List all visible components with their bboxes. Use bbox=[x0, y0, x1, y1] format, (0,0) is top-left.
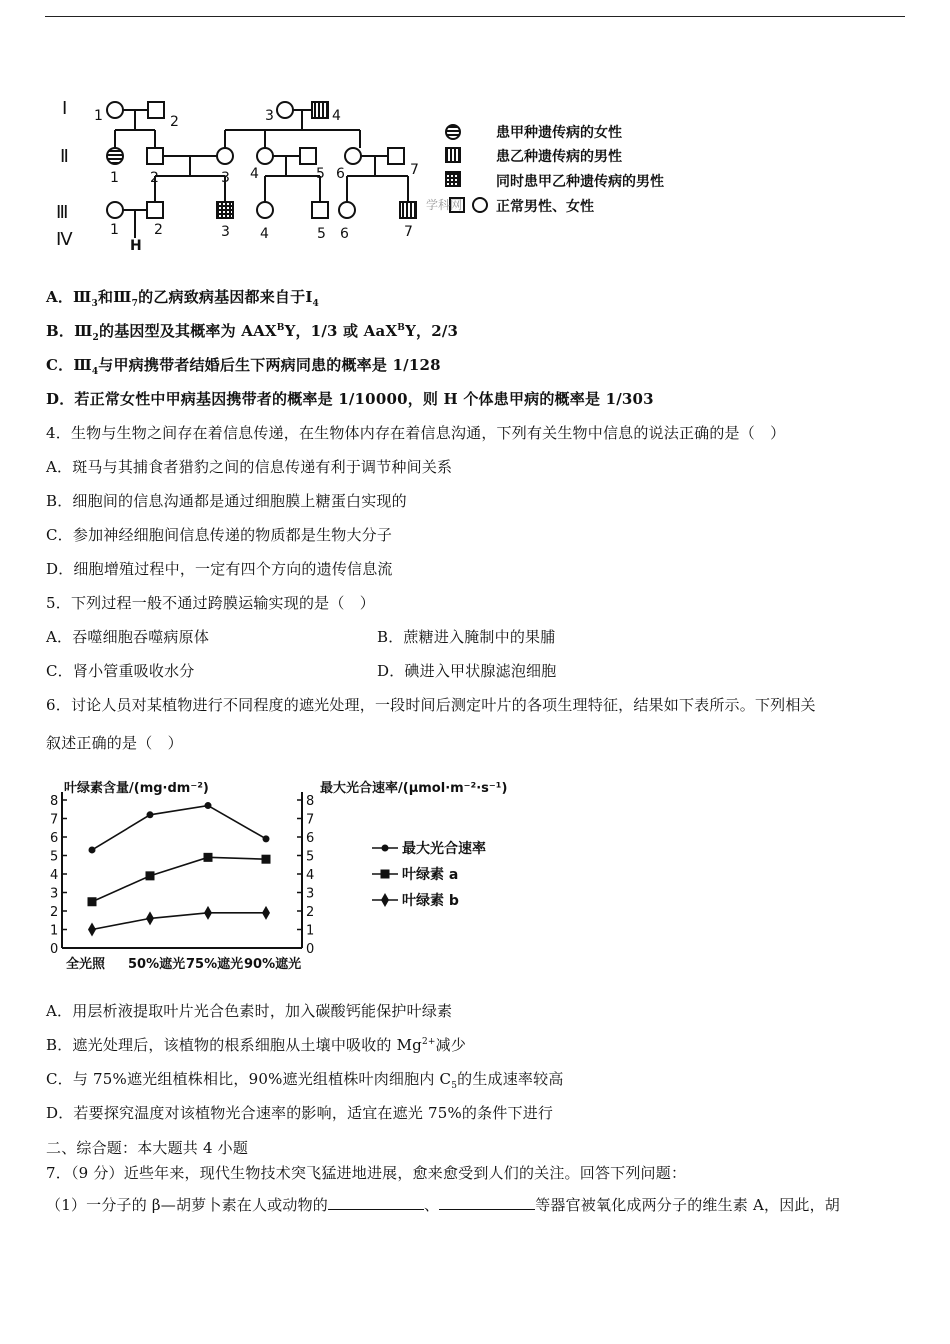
q3-option-a: A．$Ⅲ_3$和$Ⅲ_7$的乙病致病基因都来自于$Ⅰ_4$ bbox=[46, 288, 320, 309]
individual-label: 3 bbox=[221, 170, 230, 186]
legend-label: 最大光合速率 bbox=[402, 841, 486, 857]
individual-label: 2 bbox=[154, 222, 163, 238]
legend-text: 正常男性、女性 bbox=[496, 199, 594, 215]
generation-label: Ⅲ bbox=[56, 202, 69, 223]
individual-label: 1 bbox=[94, 108, 103, 124]
q5-option-c: C．肾小管重吸收水分 bbox=[46, 662, 195, 680]
individual-label: 3 bbox=[221, 224, 230, 240]
legend-marker bbox=[382, 845, 389, 852]
series-line bbox=[92, 913, 266, 930]
legend-text: 患乙种遗传病的男性 bbox=[496, 149, 622, 165]
series-line bbox=[92, 857, 266, 901]
q6-option-a: A．用层析液提取叶片光合色素时，加入碳酸钙能保护叶绿素 bbox=[46, 1002, 453, 1020]
individual-label: 5 bbox=[316, 166, 325, 182]
watermark: 学科网 bbox=[426, 198, 463, 212]
individual-label: 7 bbox=[410, 162, 419, 178]
generation-label: Ⅰ bbox=[62, 98, 68, 119]
individual-label-h: H bbox=[130, 238, 142, 254]
x-tick-label: 75%遮光 bbox=[186, 957, 244, 972]
individual-label: 1 bbox=[110, 222, 119, 238]
y-axis-title-right: 最大光合速率/(μmol·m⁻²·s⁻¹) bbox=[320, 781, 508, 796]
individual-label: 3 bbox=[265, 108, 274, 124]
header-rule bbox=[45, 16, 905, 17]
individual-label: 6 bbox=[336, 166, 345, 182]
answer-blank[interactable] bbox=[328, 1197, 424, 1210]
empty-circle-icon bbox=[473, 198, 487, 212]
answer-blank[interactable] bbox=[439, 1197, 535, 1210]
q4-option-c: C．参加神经细胞间信息传递的物质都是生物大分子 bbox=[46, 526, 393, 544]
y-tick-label-right: 7 bbox=[306, 812, 315, 828]
q6-stem-line2: 叙述正确的是（ ） bbox=[46, 734, 183, 752]
y-tick-label-right: 5 bbox=[306, 849, 315, 865]
q5-stem: 5．下列过程一般不通过跨膜运输实现的是（ ） bbox=[46, 594, 375, 612]
q4-option-d: D．细胞增殖过程中，一定有四个方向的遗传信息流 bbox=[46, 560, 393, 578]
generation-label: Ⅱ bbox=[60, 146, 69, 167]
y-axis-title-left: 叶绿素含量/(mg·dm⁻²) bbox=[64, 781, 209, 796]
y-tick-label-right: 8 bbox=[306, 794, 315, 809]
y-tick-label-right: 1 bbox=[306, 923, 315, 939]
q5-option-d: D．碘进入甲状腺滤泡细胞 bbox=[377, 662, 557, 680]
y-tick-label-left: 6 bbox=[50, 831, 59, 846]
data-point bbox=[146, 911, 154, 925]
legend-text: 患甲种遗传病的女性 bbox=[496, 125, 622, 141]
y-tick-label-left: 7 bbox=[50, 812, 59, 828]
pedigree-diagram bbox=[50, 90, 730, 260]
data-point bbox=[262, 906, 270, 920]
legend-marker bbox=[381, 893, 389, 907]
data-point bbox=[88, 897, 97, 906]
q7-part1: （1）一分子的 β—胡萝卜素在人或动物的 、 等器官被氧化成两分子的维生素 A，因此，胡 bbox=[46, 1196, 841, 1214]
individual-label: 2 bbox=[170, 114, 179, 130]
y-tick-label-right: 3 bbox=[306, 886, 315, 902]
y-tick-label-left: 1 bbox=[50, 923, 59, 939]
grid-square-icon bbox=[446, 172, 460, 186]
individual-label: 7 bbox=[404, 224, 413, 240]
x-tick-label: 全光照 bbox=[66, 957, 106, 972]
y-tick-label-right: 4 bbox=[306, 868, 315, 883]
y-tick-label-left: 2 bbox=[50, 905, 59, 920]
section-heading: 二、综合题：本大题共 4 小题 bbox=[46, 1139, 249, 1157]
y-tick-label-left: 5 bbox=[50, 849, 59, 865]
y-tick-label-right: 0 bbox=[306, 942, 315, 957]
q3-option-c: C．$Ⅲ_4$与甲病携带者结婚后生下两病同患的概率是 1/128 bbox=[46, 356, 441, 377]
individual-label: 2 bbox=[150, 170, 159, 186]
legend-label: 叶绿素 b bbox=[402, 893, 459, 909]
y-tick-label-left: 4 bbox=[50, 868, 59, 883]
legend-marker bbox=[381, 870, 390, 879]
y-tick-label-left: 0 bbox=[50, 942, 59, 957]
data-point bbox=[204, 906, 212, 920]
shading-chart bbox=[40, 778, 560, 978]
individual-label: 6 bbox=[340, 226, 349, 242]
x-tick-label: 90%遮光 bbox=[244, 957, 302, 972]
data-point bbox=[147, 811, 154, 818]
data-point bbox=[146, 871, 155, 880]
q6-stem-line1: 6．讨论人员对某植物进行不同程度的遮光处理，一段时间后测定叶片的各项生理特征，结果如下表所示。下列相关 bbox=[46, 696, 816, 714]
x-tick-label: 50%遮光 bbox=[128, 957, 186, 972]
individual-label: 4 bbox=[250, 166, 259, 182]
y-tick-label-left: 8 bbox=[50, 794, 59, 809]
data-point bbox=[262, 855, 271, 864]
individual-label: 1 bbox=[110, 170, 119, 186]
q5-option-b: B．蔗糖进入腌制中的果脯 bbox=[377, 628, 556, 646]
individual-label: 5 bbox=[317, 226, 326, 242]
q3-option-d: D．若正常女性中甲病基因携带者的概率是 1/10000，则 H 个体患甲病的概率是 1/303 bbox=[46, 390, 654, 408]
vertical-striped-square-icon bbox=[446, 148, 460, 162]
data-point bbox=[88, 923, 96, 937]
data-point bbox=[89, 846, 96, 853]
y-tick-label-right: 2 bbox=[306, 905, 315, 920]
q3-option-b: B．$Ⅲ_2$的基因型及其概率为 $AAX^BY$，1/3 或 AaX$^B$Y，2/3 bbox=[46, 322, 459, 343]
striped-circle-icon bbox=[446, 125, 460, 139]
data-point bbox=[263, 835, 270, 842]
data-point bbox=[204, 853, 213, 862]
q6-option-c: C．与 75%遮光组植株相比，90%遮光组植株叶肉细胞内 $C_5$的生成速率较高 bbox=[46, 1070, 564, 1091]
q6-option-b: B．遮光处理后，该植物的根系细胞从土壤中吸收的 $Mg^{2+}$减少 bbox=[46, 1036, 467, 1054]
legend-text: 同时患甲乙种遗传病的男性 bbox=[496, 174, 664, 190]
y-tick-label-right: 6 bbox=[306, 831, 315, 846]
series-line bbox=[92, 806, 266, 850]
q4-stem: 4．生物与生物之间存在着信息传递，在生物体内存在着信息沟通，下列有关生物中信息的说法正确的是（ ） bbox=[46, 424, 786, 442]
q4-option-a: A．斑马与其捕食者猎豹之间的信息传递有利于调节种间关系 bbox=[46, 458, 453, 476]
data-point bbox=[205, 802, 212, 809]
individual-label: 4 bbox=[332, 108, 341, 124]
y-tick-label-left: 3 bbox=[50, 886, 59, 902]
generation-label: Ⅳ bbox=[56, 229, 73, 250]
q7-stem: 7．（9 分）近些年来，现代生物技术突飞猛进地进展，愈来愈受到人们的关注。回答下列问题： bbox=[46, 1164, 687, 1182]
q4-option-b: B．细胞间的信息沟通都是通过细胞膜上糖蛋白实现的 bbox=[46, 492, 407, 510]
q6-option-d: D．若要探究温度对该植物光合速率的影响，适宜在遮光 75%的条件下进行 bbox=[46, 1104, 554, 1122]
legend-label: 叶绿素 a bbox=[402, 867, 459, 883]
individual-label: 4 bbox=[260, 226, 269, 242]
q5-option-a: A．吞噬细胞吞噬病原体 bbox=[46, 628, 210, 646]
